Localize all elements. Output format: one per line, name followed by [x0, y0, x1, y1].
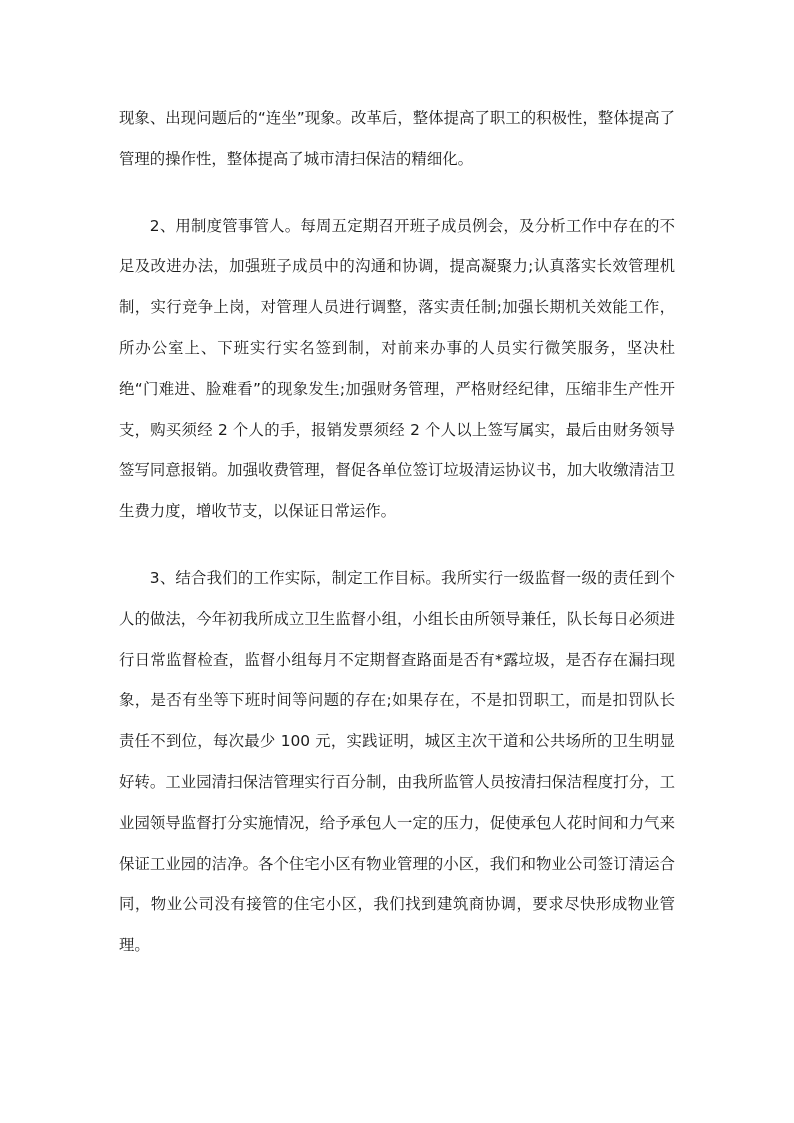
document-body: [119, 98, 675, 966]
paragraph-management-by-rules: 2、用制度管事管人。每周五定期召开班子成员例会，及分析工作中存在的不足及改进办法，加强班子成员中的沟通和协调，提高凝聚力;认真落实长效管理机制，实行竞争上岗，对管理人员进行调整，落实责任制;加强长期机关效能工作，所办公室上、下班实行实名签到制，对前来办事的人员实行微笑服务，坚决杜绝“门难进、脸难看”的现象发生;加强财务管理，严格财经纪律，压缩非生产性开支，购买须经 2 个人的手，报销发票须经 2 个人以上签写属实，最后由财务领导签写同意报销。加强收费管理，督促各单位签订垃圾清运协议书，加大收缴清洁卫生费力度，增收节支，以保证日常运作。: [119, 216, 675, 521]
paragraph-work-goals: 3、结合我们的工作实际，制定工作目标。我所实行一级监督一级的责任到个人的做法，今年初我所成立卫生监督小组，小组长由所领导兼任，队长每日必须进行日常监督检查，监督小组每月不定期督查路面是否有*露垃圾，是否存在漏扫现象，是否有坐等下班时间等问题的存在;如果存在，不是扣罚职工，而是扣罚队长责任不到位，每次最少 100 元，实践证明，城区主次干道和公共场所的卫生明显好转。工业园清扫保洁管理实行百分制，由我所监管人员按清扫保洁程度打分，工业园领导监督打分实施情况，给予承包人一定的压力，促使承包人花时间和力气来保证工业园的洁净。各个住宅小区有物业管理的小区，我们和物业公司签订清运合同，物业公司没有接管的住宅小区，我们找到建筑商协调，要求尽快形成物业管理。: [119, 568, 675, 955]
paragraph-continuation: 现象、出现问题后的“连坐”现象。改革后，整体提高了职工的积极性，整体提高了管理的操作性，整体提高了城市清扫保洁的精细化。: [119, 109, 675, 168]
